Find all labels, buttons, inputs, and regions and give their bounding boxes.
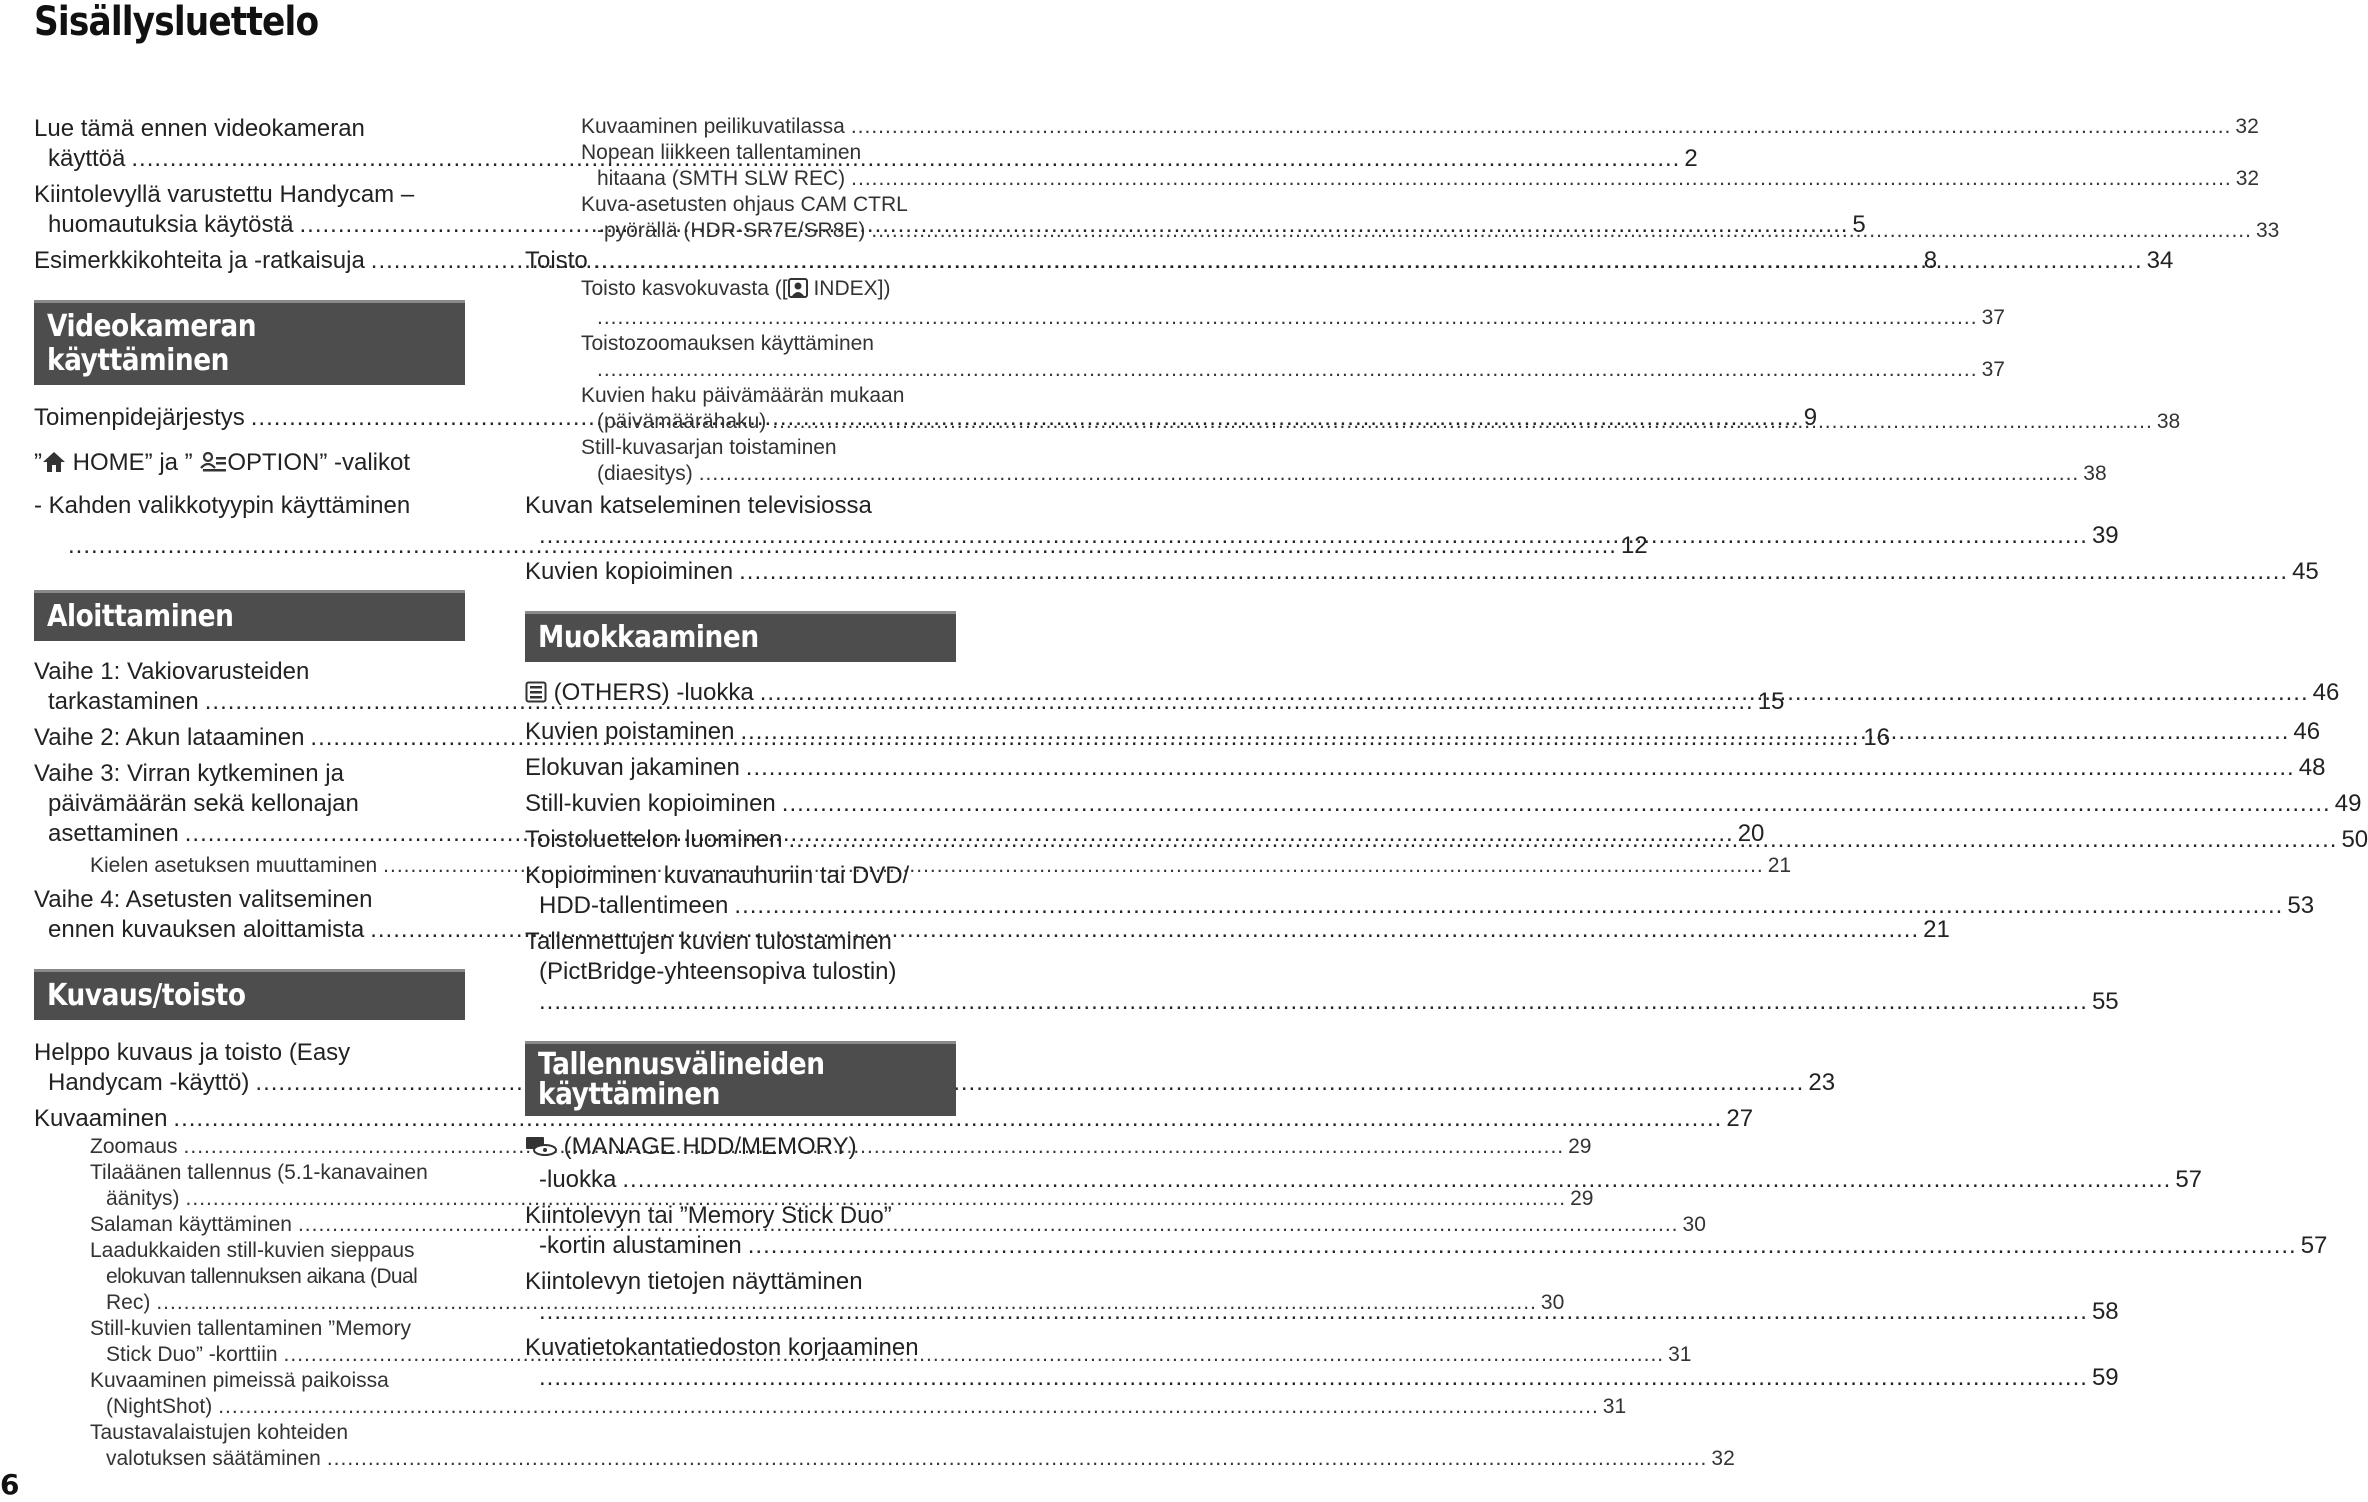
toc-page-number: 32 <box>2235 115 2259 138</box>
toc-entry-text: (päivämäärähaku) <box>597 410 767 433</box>
toc-entry-text: päivämäärän sekä kellonajan <box>48 790 359 817</box>
section-heading: Aloittaminen <box>34 590 465 641</box>
toc-entry-text: Handycam -käyttö) <box>48 1069 250 1096</box>
toc-entry-text: Nopean liikkeen tallentaminen <box>581 141 862 164</box>
toc-entry-text: tarkastaminen <box>48 688 199 715</box>
toc-entry-text: asettaminen <box>48 820 179 847</box>
toc-page-number: 39 <box>2091 522 2119 549</box>
toc-page-number: 37 <box>1981 358 2005 381</box>
toc-entry-text: Elokuvan jakaminen <box>525 754 740 781</box>
toc-page-number: 33 <box>2255 219 2280 242</box>
toc-entry-text: (PictBridge-yhteensopiva tulostin) <box>539 958 897 985</box>
toc-entry-text: Tallennettujen kuvien tulostaminen <box>525 928 892 955</box>
toc-page-number: 27 <box>1726 1105 1754 1132</box>
toc-entry-text: Toistoluettelon luominen <box>525 826 783 853</box>
toc-entry-text: INDEX]) <box>813 277 891 300</box>
toc-entry-text: Toisto kasvokuvasta ([ <box>581 277 788 300</box>
toc-entry-text: Stick Duo” -korttiin <box>106 1343 278 1366</box>
toc-entry-text: Kuvaaminen peilikuvatilassa <box>581 115 845 138</box>
toc-subentry[interactable] <box>525 140 2260 192</box>
toc-page-number: 20 <box>1737 820 1765 847</box>
toc-page-number: 32 <box>1711 1447 1735 1470</box>
toc-entry-text: -luokka <box>539 1166 617 1193</box>
toc-entry-text: käyttöä <box>48 145 126 172</box>
page-title: Sisällysluettelo <box>34 0 319 45</box>
toc-entry-text: Still-kuvien tallentaminen ”Memory <box>90 1317 411 1340</box>
toc-page-number: 46 <box>2312 679 2340 706</box>
toc-subentry[interactable] <box>525 192 2280 244</box>
toc-entry-text: huomautuksia käytöstä <box>48 211 294 238</box>
quote-mark: ” <box>34 449 42 476</box>
page-number: 6 <box>0 1468 20 1501</box>
toc-page-number: 5 <box>1852 211 1866 238</box>
toc-entry-text: Kopioiminen kuvanauhuriin tai DVD/ <box>525 862 910 889</box>
toc-page-number: 31 <box>1602 1395 1627 1418</box>
toc-entry-text: Esimerkkikohteita ja -ratkaisuja <box>34 247 365 274</box>
toc-entry-text: Salaman käyttäminen <box>90 1213 292 1236</box>
toc-page-number: 12 <box>1620 532 1648 559</box>
toc-entry-text: Still-kuvasarjan toistaminen <box>581 436 837 459</box>
toc-entry-text: Zoomaus <box>90 1135 178 1158</box>
toc-page-number: 23 <box>1808 1069 1836 1096</box>
toc-entry-text: -pyörällä (HDR-SR7E/SR8E) <box>597 219 866 242</box>
toc-page-number: 29 <box>1568 1135 1592 1158</box>
toc-entry[interactable] <box>525 753 2326 783</box>
toc-entry[interactable] <box>525 789 2362 819</box>
toc-entry-text: Vaihe 3: Virran kytkeminen ja <box>34 760 344 787</box>
toc-entry-text: (MANAGE HDD/MEMORY) <box>563 1133 857 1160</box>
home-icon <box>42 446 66 486</box>
toc-page-number: 58 <box>2091 1298 2119 1325</box>
toc-entry-text: hitaana (SMTH SLW REC) <box>597 167 846 190</box>
option-icon <box>199 446 227 486</box>
toc-entry-text: ennen kuvauksen aloittamista <box>48 916 365 943</box>
toc-entry-text: Toimenpidejärjestys <box>34 404 245 431</box>
toc-page-number: 9 <box>1803 404 1818 431</box>
toc-entry-text: Kuva-asetusten ohjaus CAM CTRL <box>581 193 908 216</box>
toc-entry-text: Toisto <box>525 247 588 274</box>
toc-entry-text: Vaihe 2: Akun lataaminen <box>34 724 305 751</box>
toc-entry-text: Still-kuvien kopioiminen <box>525 790 776 817</box>
toc-entry-text: Laadukkaiden still-kuvien sieppaus <box>90 1239 415 1262</box>
toc-entry-text: Kuvatietokantatiedoston korjaaminen <box>525 1334 919 1361</box>
toc-entry-text: Helppo kuvaus ja toisto (Easy <box>34 1039 351 1066</box>
toc-entry-text: valotuksen säätäminen <box>106 1447 321 1470</box>
toc-entry-text: Toistozoomauksen käyttäminen <box>581 332 874 355</box>
others-category-icon <box>525 681 547 711</box>
toc-page-number: 30 <box>1540 1291 1565 1314</box>
toc-entry-text: - Kahden valikkotyypin käyttäminen <box>34 492 411 519</box>
toc-page-number: 55 <box>2091 988 2119 1015</box>
toc-entry[interactable] <box>525 557 2319 587</box>
toc-subentry[interactable] <box>525 276 2005 331</box>
section-heading: Muokkaaminen <box>525 611 956 662</box>
toc-entry-text: Kuvien haku päivämäärän mukaan <box>581 384 905 407</box>
toc-page-number: 49 <box>2334 790 2362 817</box>
toc-page-number: 8 <box>1923 247 1938 274</box>
toc-entry-text: (OTHERS) -luokka <box>553 679 754 706</box>
face-index-icon <box>788 278 808 305</box>
toc-page-number: 57 <box>2175 1166 2203 1193</box>
toc-entry-text: Taustavalaistujen kohteiden <box>90 1421 349 1444</box>
toc-entry-text: (NightShot) <box>106 1395 213 1418</box>
toc-entry-text: Lue tämä ennen videokameran <box>34 115 365 142</box>
toc-page-number: 32 <box>2235 167 2260 190</box>
toc-entry-text: Kuvaaminen pimeissä paikoissa <box>90 1369 389 1392</box>
toc-entry-text: Rec) <box>106 1291 151 1314</box>
toc-page-number: 38 <box>2156 410 2181 433</box>
toc-entry-text: Tilaäänen tallennus (5.1-kanavainen <box>90 1161 428 1184</box>
manage-media-icon <box>525 1135 557 1165</box>
toc-page-number: 21 <box>1923 916 1950 943</box>
toc-entry-text: OPTION” -valikot <box>227 449 411 476</box>
toc-page-number: 38 <box>2083 462 2107 485</box>
toc-entry-text: Kiintolevyn tai ”Memory Stick Duo” <box>525 1202 892 1229</box>
toc-entry-text: Kiintolevyllä varustettu Handycam – <box>34 181 415 208</box>
toc-entry-text: HDD-tallentimeen <box>539 892 729 919</box>
toc-page-number: 53 <box>2287 892 2315 919</box>
toc-entry-text: Kuvaaminen <box>34 1105 168 1132</box>
toc-entry-text: Kiintolevyn tietojen näyttäminen <box>525 1268 863 1295</box>
toc-subentry[interactable] <box>525 435 2107 487</box>
toc-entry-text: Kuvan katseleminen televisiossa <box>525 492 872 519</box>
toc-entry-text: elokuvan tallennuksen aikana (Dual <box>106 1265 418 1288</box>
toc-subentry[interactable] <box>525 383 2181 435</box>
toc-subentry[interactable] <box>34 1420 1735 1472</box>
toc-entry-text: äänitys) <box>106 1187 180 1210</box>
toc-page-number: 2 <box>1684 145 1698 172</box>
toc-entry-text: -kortin alustaminen <box>539 1232 742 1259</box>
toc-page-number: 34 <box>2146 247 2174 274</box>
toc-entry-text: Vaihe 4: Asetusten valitseminen <box>34 886 373 913</box>
section-heading: Kuvaus/toisto <box>34 969 465 1020</box>
toc-page-number: 59 <box>2091 1364 2119 1391</box>
toc-entry-text: Kuvien poistaminen <box>525 718 735 745</box>
toc-page-number: 31 <box>1668 1343 1692 1366</box>
toc-page-number: 57 <box>2300 1232 2328 1259</box>
toc-page-number: 45 <box>2292 558 2319 585</box>
toc-subentry[interactable] <box>525 331 2005 383</box>
toc-page-number: 50 <box>2341 826 2368 853</box>
toc-subentry[interactable] <box>525 114 2259 140</box>
toc-page-number: 46 <box>2293 718 2321 745</box>
toc-entry-text: Kielen asetuksen muuttaminen <box>90 854 378 877</box>
toc-page-number: 21 <box>1767 854 1792 877</box>
toc-entry-text: Kuvien kopioiminen <box>525 558 734 585</box>
toc-entry[interactable] <box>525 246 2174 276</box>
toc-page-number: 15 <box>1757 688 1785 715</box>
toc-entry-text: Vaihe 1: Vakiovarusteiden <box>34 658 310 685</box>
toc-entry-text: HOME” ja ” <box>72 449 193 476</box>
toc-subentry[interactable] <box>34 1368 1627 1420</box>
toc-page-number: 16 <box>1863 724 1891 751</box>
toc-entry[interactable] <box>34 1104 1754 1134</box>
toc-page-number: 37 <box>1981 306 2005 329</box>
section-heading: Tallennusvälineiden käyttäminen <box>525 1041 956 1116</box>
toc-page-number: 30 <box>1682 1213 1706 1236</box>
toc-page-number: 48 <box>2298 754 2326 781</box>
toc-page-number: 29 <box>1570 1187 1594 1210</box>
section-heading: Videokameran käyttäminen <box>34 300 465 385</box>
toc-entry-text: (diaesitys) <box>597 462 693 485</box>
